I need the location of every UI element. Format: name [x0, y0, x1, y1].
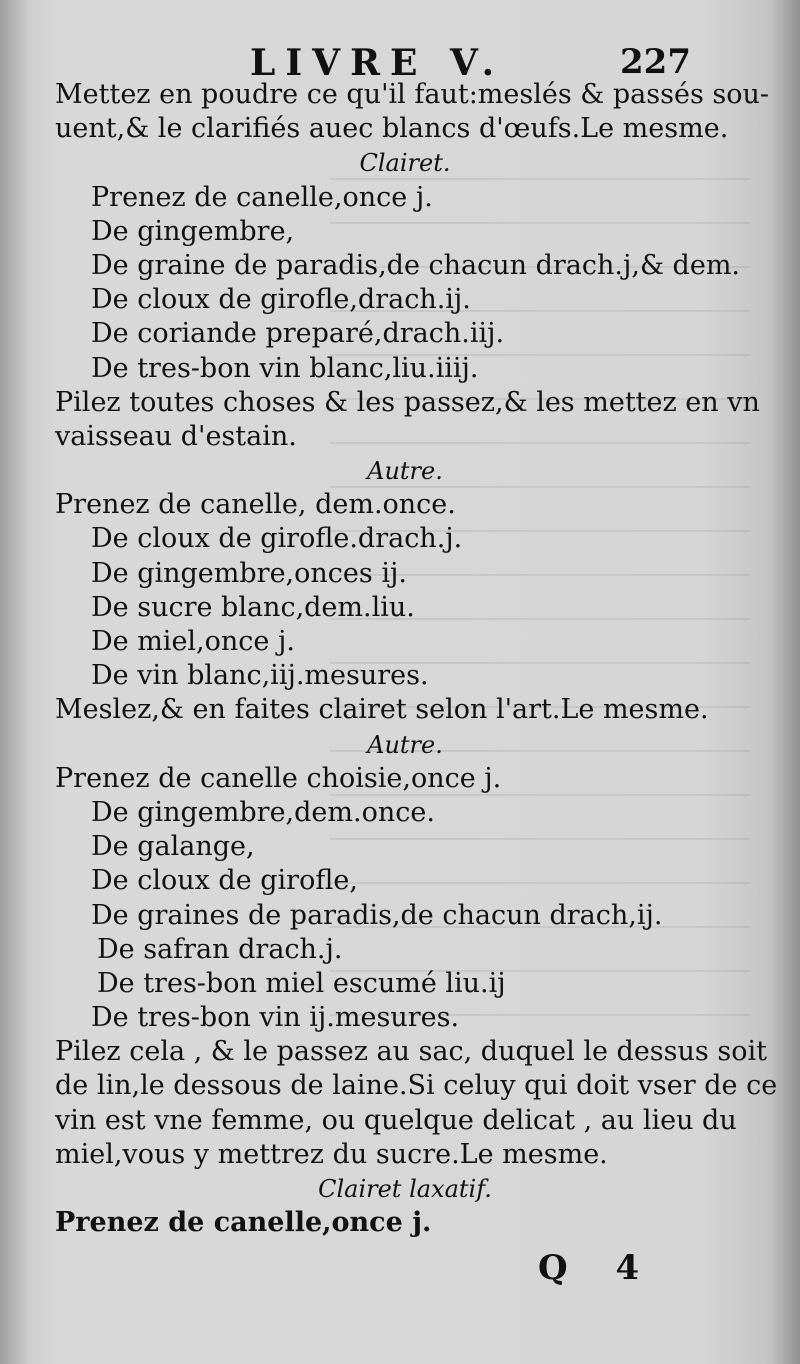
text-line: De galange, [91, 831, 255, 863]
text-block [55, 78, 778, 1240]
section-heading: Clairet. [359, 149, 451, 178]
page-header [0, 42, 800, 82]
text-line: Prenez de canelle, dem.once. [55, 489, 456, 521]
text-line: De gingembre,dem.once. [91, 796, 435, 828]
text-line: De vin blanc,iij.mesures. [91, 660, 429, 692]
text-line: miel,vous y mettrez du sucre.Le mesme. [55, 1138, 608, 1170]
text-line: Meslez,& en faites clairet selon l'art.Le mesme. [55, 694, 709, 726]
text-line: De gingembre,onces ij. [91, 557, 407, 589]
signature-mark: Q 4 [538, 1248, 658, 1288]
text-line: De cloux de girofle.drach.j. [91, 523, 463, 555]
text-line: De miel,once j. [91, 626, 295, 657]
text-line: Prenez de canelle,once j. [55, 1207, 432, 1239]
text-line: de lin,le dessous de laine.Si celuy qui doit vser de ce [55, 1070, 778, 1102]
text-line: De graine de paradis,de chacun drach.j,& dem. [91, 249, 741, 281]
text-line: De cloux de girofle,drach.ij. [91, 284, 471, 316]
text-line: Mettez en poudre ce qu'il faut:meslés & passés sou- [55, 79, 770, 110]
text-line: De tres-bon vin ij.mesures. [91, 1002, 460, 1034]
text-line: Pilez cela , & le passez au sac, duquel le dessus soit [55, 1036, 767, 1068]
text-line: De sucre blanc,dem.liu. [91, 591, 415, 623]
section-heading: Clairet laxatif. [318, 1175, 492, 1203]
text-line: uent,& le clarifiés auec blancs d'œufs.Le mesme. [55, 113, 729, 145]
page-number: 227 [620, 42, 691, 82]
text-line: De tres-bon vin blanc,liu.iiij. [91, 352, 479, 384]
text-line: vin est vne femme, ou quelque delicat , au lieu du [55, 1104, 737, 1136]
text-line: Prenez de canelle choisie,once j. [55, 762, 502, 794]
text-line: De gingembre, [91, 215, 295, 247]
section-heading: Autre. [367, 457, 443, 486]
text-line: De tres-bon miel escumé liu.ij [97, 967, 506, 999]
text-line: Prenez de canelle,once j. [91, 181, 433, 213]
text-line: De coriande preparé,drach.iij. [91, 318, 505, 350]
running-head: LIVRE V. [250, 42, 505, 84]
section-heading: Autre. [367, 730, 443, 759]
text-line: vaisseau d'estain. [55, 420, 297, 452]
text-line: De safran drach.j. [97, 933, 343, 965]
text-line: De cloux de girofle, [91, 865, 358, 897]
text-line: Pilez toutes choses & les passez,& les mettez en vn [55, 386, 760, 418]
text-line: De graines de paradis,de chacun drach,ij. [91, 899, 663, 931]
